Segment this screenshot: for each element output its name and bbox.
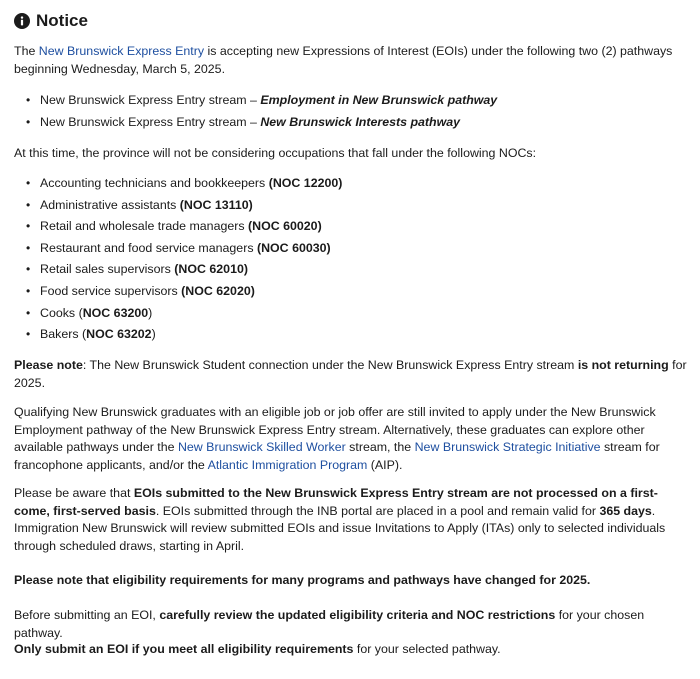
review-text-end: for your chosen pathway. [14, 608, 645, 640]
eligibility-note [14, 572, 690, 590]
noc-code: (NOC 60030) [256, 240, 331, 255]
noc-code: (NOC 62010) [174, 262, 248, 277]
noc-name: Cooks ( [40, 305, 83, 320]
noc-name: Restaurant and food service managers [40, 240, 257, 255]
noc-list [14, 173, 342, 346]
student-note-end: for 2025. [14, 358, 687, 390]
notice-title: Notice [36, 11, 88, 30]
validity-period: 365 days [599, 503, 652, 518]
list-item [14, 112, 497, 134]
noc-code: (NOC 62020) [181, 283, 255, 298]
express-entry-link[interactable]: New Brunswick Express Entry [38, 44, 205, 58]
noc-name: Administrative assistants [40, 197, 180, 212]
processing-text-end: . Immigration New Brunswick will review submitted EOIs and issue Invitations to Apply (ITAs) only to selected individuals through scheduled draws, starting in April. [14, 503, 666, 553]
intro-text-start: The [14, 44, 39, 58]
noc-code: (NOC 13110) [179, 197, 253, 212]
noc-code: NOC 63200 [82, 305, 149, 320]
info-icon [14, 13, 30, 29]
noc-name: Bakers ( [40, 327, 87, 342]
noc-code: (NOC 60020) [248, 219, 322, 234]
graduates-text-mid: stream, the [345, 440, 415, 455]
skilled-worker-link[interactable]: New Brunswick Skilled Worker [177, 440, 346, 455]
noc-code: NOC 63202 [86, 327, 152, 342]
list-item [14, 303, 342, 325]
graduates-text-end: (AIP). [367, 457, 403, 472]
noc-name: Retail sales supervisors [40, 262, 175, 277]
student-note-text: : The New Brunswick Student connection under the New Brunswick Express Entry stream [82, 358, 578, 372]
graduates-paragraph [14, 404, 690, 474]
submit-emphasis: Only submit an EOI if you meet all eligibility requirements [14, 642, 354, 656]
student-note-label: Please note [14, 358, 83, 372]
graduates-text-mid2: stream for francophone applicants, and/or the [14, 440, 660, 472]
intro-text-end: is accepting new Expressions of Interest (EOIs) under the following two (2) pathways beginning Wednesday, March 5, 2025. [14, 44, 673, 76]
atlantic-immigration-link[interactable]: Atlantic Immigration Program [207, 457, 368, 472]
review-paragraph [14, 607, 690, 642]
intro-paragraph [14, 43, 690, 78]
list-item [14, 216, 342, 238]
list-item [14, 195, 342, 217]
processing-text-mid: . EOIs submitted through the INB portal are placed in a pool and remain valid for [155, 503, 600, 518]
list-item [14, 90, 497, 112]
noc-name: Accounting technicians and bookkeepers [40, 176, 269, 190]
processing-paragraph [14, 485, 690, 555]
processing-emphasis: EOIs submitted to the New Brunswick Express Entry stream are not processed on a first-come, first-served basis [14, 486, 658, 518]
submit-paragraph [14, 641, 690, 659]
list-item [14, 324, 342, 346]
review-text-start: Before submitting an EOI, [14, 608, 160, 622]
graduates-text-start: Qualifying New Brunswick graduates with an eligible job or job offer are still invited to apply under the New Brunswick Employment pathway of the New Brunswick Express Entry stream. Alternatively, these graduates can explore other available pathways under the [14, 405, 656, 455]
student-note-paragraph [14, 357, 690, 392]
list-item [14, 238, 342, 260]
noc-code: (NOC 12200) [268, 176, 343, 190]
notice-header [14, 10, 88, 32]
list-item [14, 173, 342, 195]
eligibility-note-text: Please note that eligibility requirements for many programs and pathways have changed for 2025. [14, 573, 591, 587]
submit-text-end: for your selected pathway. [353, 642, 501, 656]
noc-tail: ) [151, 327, 156, 342]
list-item [14, 259, 342, 281]
pathway-prefix: New Brunswick Express Entry stream – [40, 114, 261, 129]
pathway-list [14, 90, 497, 133]
strategic-initiative-link[interactable]: New Brunswick Strategic Initiative [414, 440, 601, 455]
pathway-name: New Brunswick Interests pathway [260, 114, 461, 129]
student-note-emphasis: is not returning [577, 358, 669, 372]
noc-name: Retail and wholesale trade managers [40, 219, 249, 234]
noc-tail: ) [148, 305, 153, 320]
review-emphasis: carefully review the updated eligibility criteria and NOC restrictions [159, 608, 556, 622]
noc-name: Food service supervisors [40, 283, 182, 298]
noc-intro: At this time, the province will not be considering occupations that fall under the following NOCs: [14, 146, 537, 160]
processing-text-start: Please be aware that [14, 486, 134, 500]
list-item [14, 281, 342, 303]
pathway-prefix: New Brunswick Express Entry stream – [40, 93, 261, 107]
pathway-name: Employment in New Brunswick pathway [260, 93, 498, 107]
